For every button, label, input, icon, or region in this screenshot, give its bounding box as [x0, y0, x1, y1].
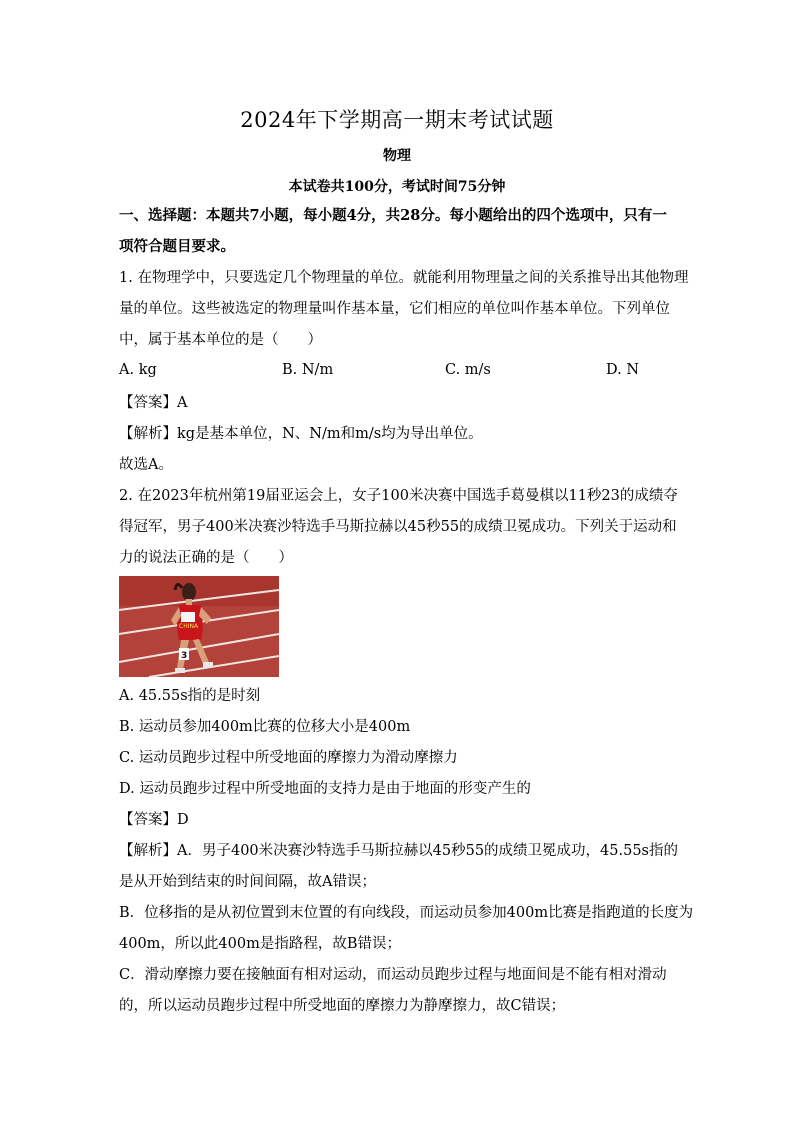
q1-option-c: C. m/s: [445, 362, 491, 378]
q2-stem-line-1: 2. 在2023年杭州第19届亚运会上，女子100米决赛中国选手葛曼棋以11秒23的成绩夺: [119, 488, 678, 504]
q1-options: [119, 362, 679, 382]
q2-option-d: D. 运动员跑步过程中所受地面的支持力是由于地面的形变产生的: [119, 781, 531, 797]
q2-option-b: B. 运动员参加400m比赛的位移大小是400m: [119, 719, 411, 735]
q2-option-a: A. 45.55s指的是时刻: [119, 688, 261, 704]
q1-stem-line-1: 1. 在物理学中，只要选定几个物理量的单位。就能利用物理量之间的关系推导出其他物理: [119, 270, 689, 286]
q1-option-a: A. kg: [119, 362, 157, 378]
q2-analysis-line-2: 是从开始到结束的时间间隔，故A错误；: [119, 874, 376, 890]
q1-conclusion: 故选A。: [119, 457, 173, 473]
runner-photo: [119, 576, 279, 677]
q1-answer: 【答案】A: [119, 395, 188, 411]
q1-analysis: 【解析】kg是基本单位，N、N/m和m/s均为导出单位。: [119, 426, 483, 442]
bib-number: 3: [181, 651, 188, 661]
q2-analysis-line-5: C．滑动摩擦力要在接触面有相对运动，而运动员跑步过程与地面间是不能有相对滑动: [119, 967, 667, 983]
q2-option-c: C. 运动员跑步过程中所受地面的摩擦力为滑动摩擦力: [119, 750, 458, 766]
q2-analysis-line-6: 的，所以运动员跑步过程中所受地面的摩擦力为静摩擦力，故C错误；: [119, 998, 566, 1014]
subject-heading: 物理: [383, 148, 411, 164]
runner-photo-icon: [119, 576, 279, 677]
exam-info: 本试卷共100分，考试时间75分钟: [288, 179, 506, 195]
q1-stem-line-3: 中，属于基本单位的是（ ）: [119, 332, 322, 348]
q2-stem-line-2: 得冠军，男子400米决赛沙特选手马斯拉赫以45秒55的成绩卫冕成功。下列关于运动和: [119, 519, 677, 535]
q1-option-b: B. N/m: [282, 362, 334, 378]
q1-option-d: D. N: [606, 362, 640, 378]
q2-answer: 【答案】D: [119, 812, 189, 828]
q2-stem-line-3: 力的说法正确的是（ ）: [119, 550, 293, 566]
page-title: 2024年下学期高一期末考试试题: [240, 108, 554, 132]
jersey-text: CHINA: [179, 623, 199, 630]
q2-analysis-line-1: 【解析】A．男子400米决赛沙特选手马斯拉赫以45秒55的成绩卫冕成功，45.55s指的: [119, 843, 678, 859]
section-heading-line-2: 项符合题目要求。: [119, 238, 235, 255]
q1-stem-line-2: 量的单位。这些被选定的物理量叫作基本量，它们相应的单位叫作基本单位。下列单位: [119, 301, 670, 317]
q2-analysis-line-3: B．位移指的是从初位置到末位置的有向线段，而运动员参加400m比赛是指跑道的长度为: [119, 905, 694, 921]
q2-analysis-line-4: 400m，所以此400m是指路程，故B错误；: [119, 936, 402, 952]
section-heading-line-1: 一、选择题：本题共7小题，每小题4分，共28分。每小题给出的四个选项中，只有一: [119, 207, 667, 224]
